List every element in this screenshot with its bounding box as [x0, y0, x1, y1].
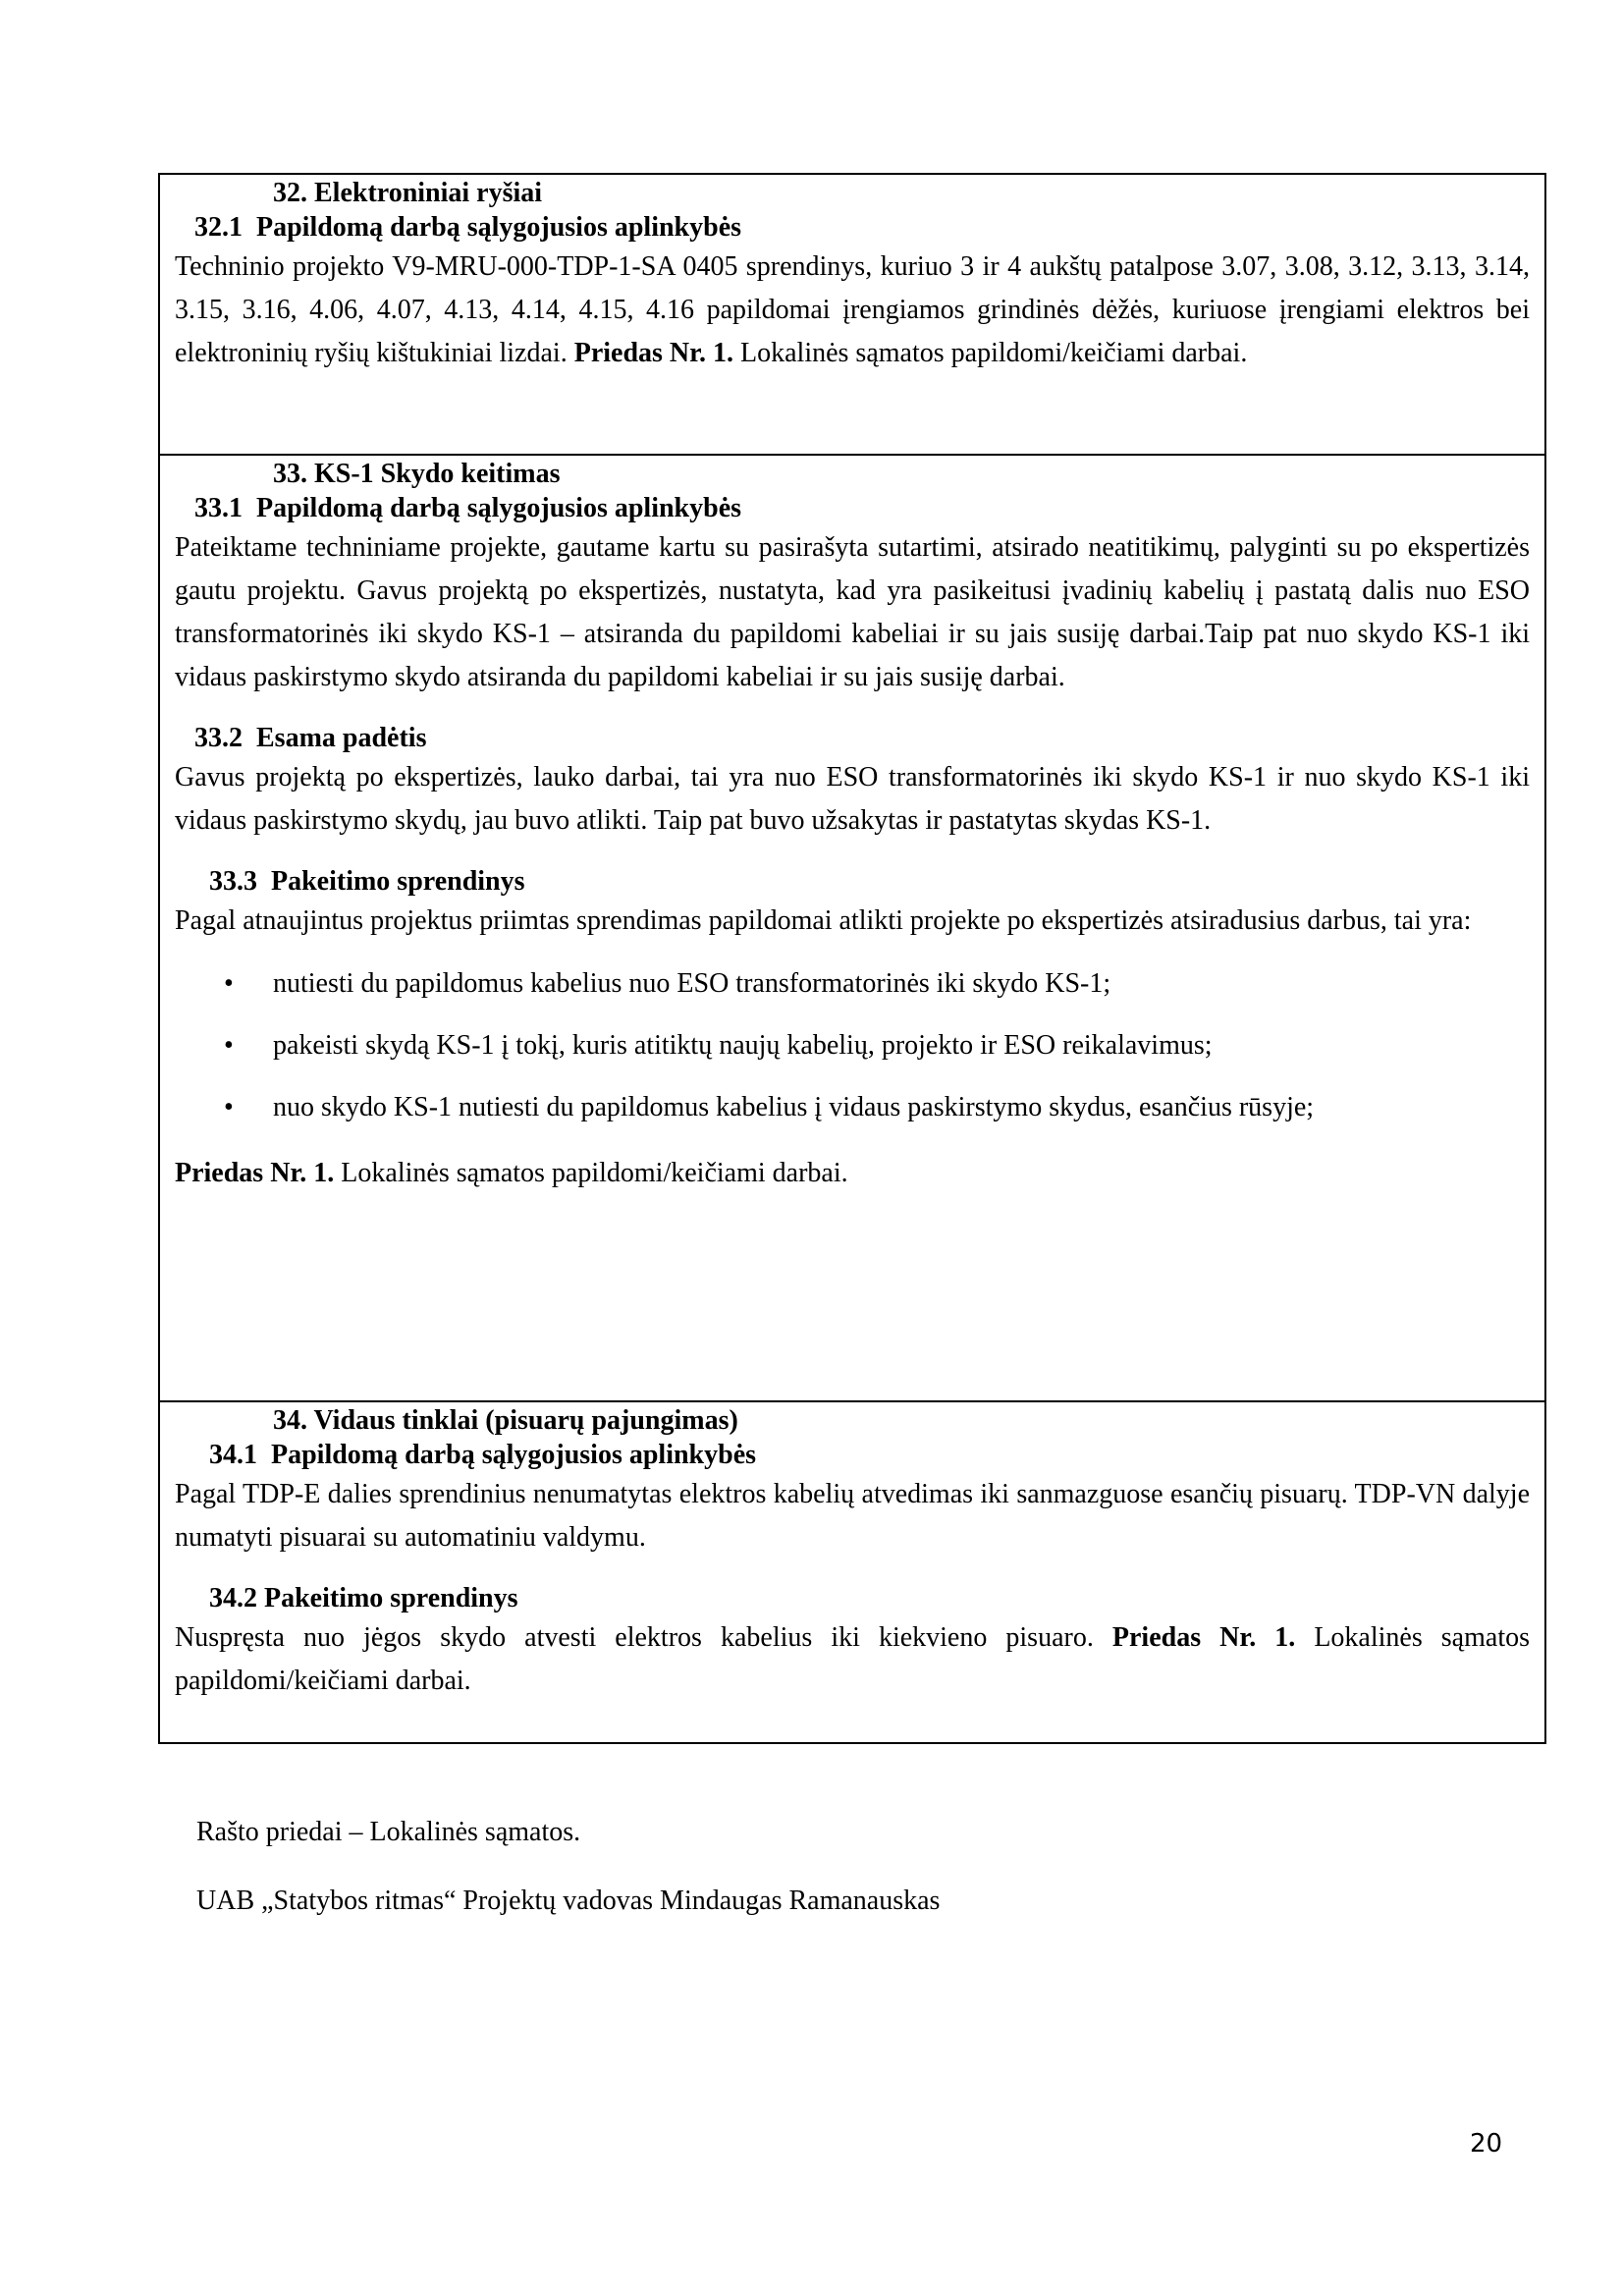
bullet-icon: •	[224, 968, 234, 999]
section-33-annex	[175, 1152, 1530, 1195]
solution-bullet-list	[175, 966, 1530, 1125]
annex-description: Lokalinės sąmatos papildomi/keičiami darbai.	[175, 1622, 1530, 1696]
section-33-1-heading	[175, 491, 1530, 526]
section-34-1-text: Pagal TDP-E dalies sprendinius nenumatytas elektros kabelių atvedimas iki sanmazguose esančių pisuarų. TDP-VN dalyje numatyti pisuarai su automatiniu valdymu.	[175, 1479, 1530, 1553]
list-item: • pakeisti skydą KS-1 į tokį, kuris atitiktų naujų kabelių, projekto ir ESO reikalavimus;	[175, 1028, 1530, 1064]
changes-table	[158, 173, 1546, 1744]
bullet-icon: •	[224, 1030, 234, 1061]
section-34-1-title: Papildomą darbą sąlygojusios aplinkybės	[271, 1440, 757, 1470]
section-33-3-text: Pagal atnaujintus projektus priimtas sprendimas papildomai atlikti projekte po ekspertizės atsiradusius darbus, tai yra:	[175, 905, 1472, 936]
section-33-3-number: 33.3	[209, 866, 257, 897]
section-33-1-text: Pateiktame techniniame projekte, gautame kartu su pasirašyta sutartimi, atsirado neatitikimų, palyginti su po ekspertizės gautu projektu. Gavus projektą po ekspertizės, nustatyta, kad yra pasikeitusi įvadinių kabelių į pastatą dalis nuo ESO transformatorinės iki skydo KS-1 – atsiranda du papildomi kabeliai ir su jais susiję darbai.Taip pat nuo skydo KS-1 iki vidaus paskirstymo skydo atsiranda du papildomi kabeliai ir su jais susiję darbai.	[175, 532, 1530, 692]
annex-description: Lokalinės sąmatos papildomi/keičiami darbai.	[334, 1158, 848, 1188]
section-34-title: 34. Vidaus tinklai (pisuarų pajungimas)	[273, 1405, 738, 1436]
section-33-2-text: Gavus projektą po ekspertizės, lauko darbai, tai yra nuo ESO transformatorinės iki skydo KS-1 ir nuo skydo KS-1 iki vidaus paskirstymo skydų, jau buvo atlikti. Taip pat buvo užsakytas ir pastatytas skydas KS-1.	[175, 762, 1530, 836]
annex-reference: Priedas Nr. 1.	[1093, 1622, 1296, 1653]
section-33-title: 33. KS-1 Skydo keitimas	[273, 459, 561, 489]
section-32	[160, 175, 1544, 454]
section-32-1-title: Papildomą darbą sąlygojusios aplinkybės	[256, 212, 742, 243]
section-34-1-number: 34.1	[209, 1440, 257, 1470]
section-32-text: Techninio projekto V9-MRU-000-TDP-1-SA 0405 sprendinys, kuriuo 3 ir 4 aukštų patalpose 3.07, 3.08, 3.12, 3.13, 3.14, 3.15, 3.16, 4.06, 4.07, 4.13, 4.14, 4.15, 4.16 papildomai įrengiamos grindinės dėžės, kuriuose įrengiami elektros bei elektroninių ryšių kištukiniai lizdai.	[175, 251, 1530, 368]
section-33	[160, 454, 1544, 1400]
page-number: 20	[1470, 2129, 1503, 2159]
annex-reference: Priedas Nr. 1.	[175, 1158, 335, 1188]
bullet-icon: •	[224, 1092, 234, 1122]
signature-line: UAB „Statybos ritmas“ Projektų vadovas Mindaugas Ramanauskas	[196, 1886, 941, 1916]
section-32-body	[175, 246, 1530, 375]
annex-description: Lokalinės sąmatos papildomi/keičiami darbai.	[733, 338, 1248, 368]
section-33-1-title: Papildomą darbą sąlygojusios aplinkybės	[256, 493, 742, 523]
section-33-2-number: 33.2	[194, 723, 243, 753]
section-32-1-heading	[175, 210, 1530, 246]
list-item: • nutiesti du papildomus kabelius nuo ESO transformatorinės iki skydo KS-1;	[175, 966, 1530, 1002]
list-item: • nuo skydo KS-1 nutiesti du papildomus kabelius į vidaus paskirstymo skydus, esančius rūsyje;	[175, 1090, 1530, 1125]
attachments-note: Rašto priedai – Lokalinės sąmatos.	[196, 1817, 581, 1847]
section-33-2-heading	[175, 721, 1530, 756]
section-33-2-title: Esama padėtis	[256, 723, 427, 753]
section-33-3-heading	[175, 864, 1530, 900]
section-34-2-body	[175, 1616, 1530, 1703]
section-32-title: 32. Elektroniniai ryšiai	[273, 178, 543, 208]
section-34-2-heading	[175, 1581, 1530, 1616]
section-33-3-title: Pakeitimo sprendinys	[271, 866, 525, 897]
section-34-1-heading	[175, 1438, 1530, 1473]
section-34-2-title: Pakeitimo sprendinys	[264, 1583, 518, 1613]
section-34-2-text: Nuspręsta nuo jėgos skydo atvesti elektros kabelius iki kiekvieno pisuaro.	[175, 1622, 1094, 1653]
section-34-2-number: 34.2	[209, 1583, 257, 1613]
section-34	[160, 1400, 1544, 1742]
section-32-1-number: 32.1	[194, 212, 243, 243]
annex-reference: Priedas Nr. 1.	[573, 338, 734, 368]
section-33-1-number: 33.1	[194, 493, 243, 523]
